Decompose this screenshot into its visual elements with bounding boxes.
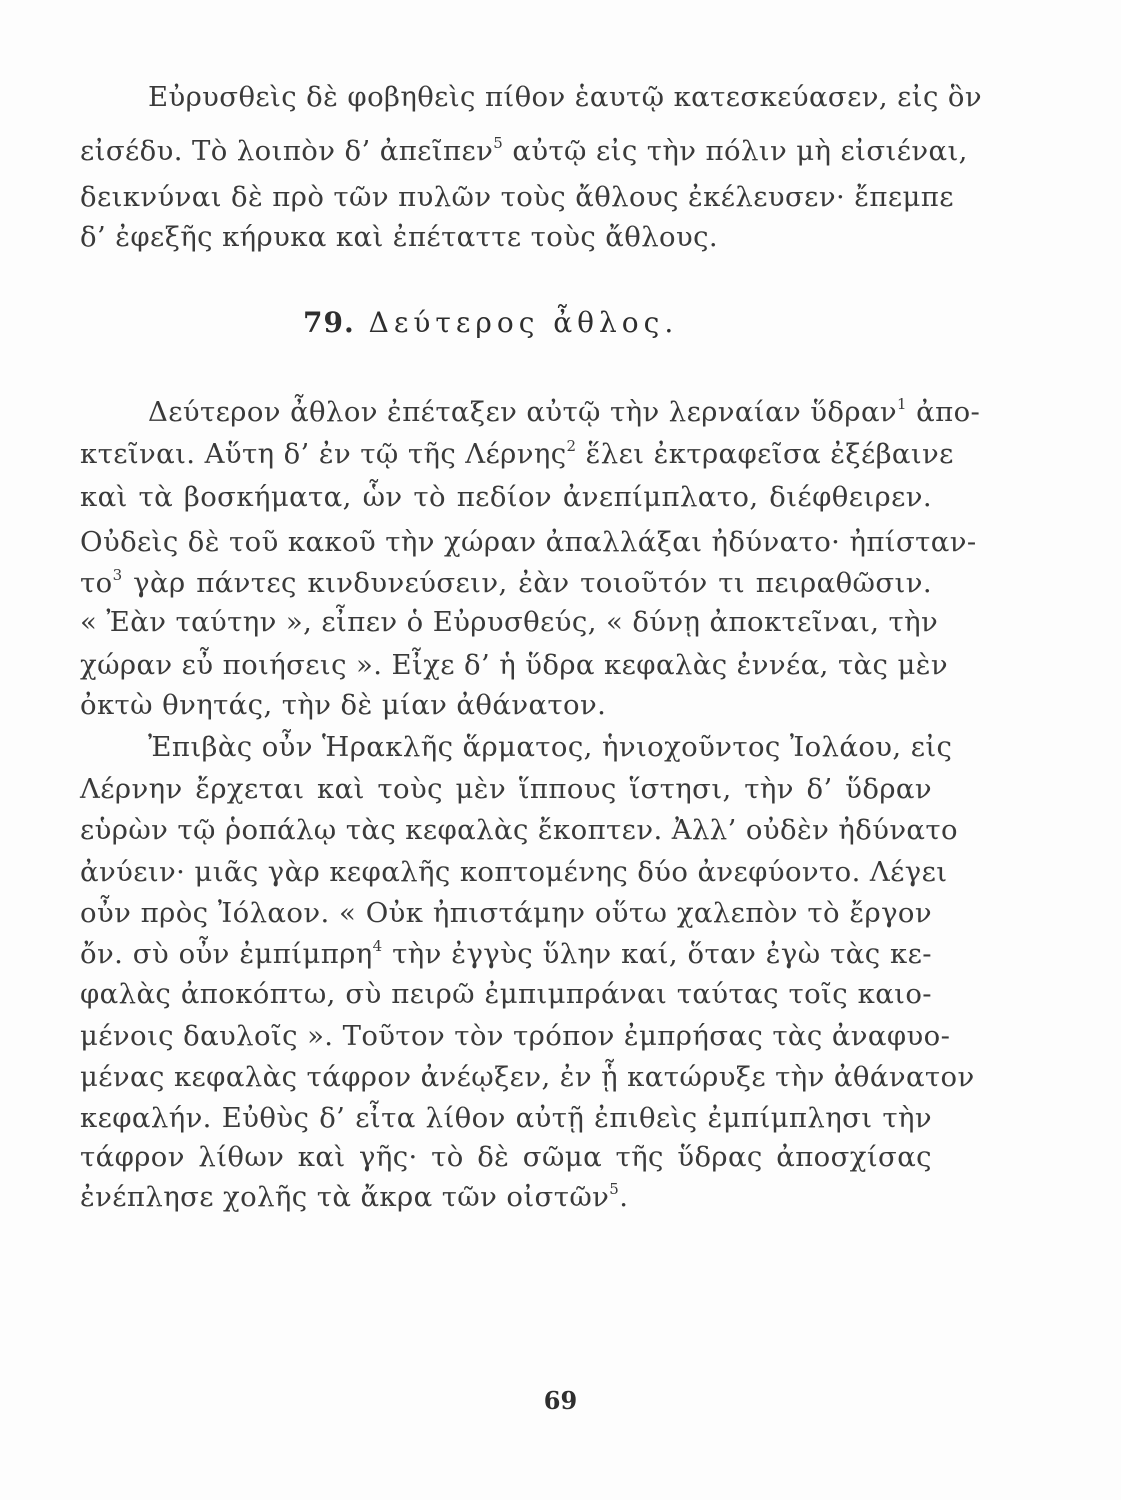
text-line: εὑρὼν τῷ ῥοπάλῳ τὰς κεφαλὰς ἔκοπτεν. Ἀλλ’ οὐδὲν ἠδύνατο: [80, 814, 958, 846]
text-line: ἐνέπλησε χολῆς τὰ ἄκρα τῶν οἰστῶν$^5$.: [80, 1180, 629, 1213]
text-line: οὖν πρὸς Ἰόλαον. « Οὐκ ἠπιστάμην οὕτω χαλεπὸν τὸ ἔργον: [80, 897, 932, 929]
text-line: ὄν. σὺ οὖν ἐμπίμπρη$^4$ τὴν ἐγγὺς ὕλην καί, ὅταν ἐγὼ τὰς κε-: [80, 937, 932, 970]
text-line: χώραν εὖ ποιήσεις ». Εἶχε δ’ ἡ ὕδρα κεφαλὰς ἐννέα, τὰς μὲν: [80, 649, 949, 681]
text-line: Εὐρυσθεὶς δὲ φοβηθεὶς πίθον ἑαυτῷ κατεσκεύασεν, εἰς ὃν: [148, 81, 982, 113]
footnote-ref: 3: [112, 566, 123, 584]
section-title: Δεύτερος ἆθλος.: [368, 306, 679, 339]
text-line: Οὐδεὶς δὲ τοῦ κακοῦ τὴν χώραν ἀπαλλάξαι ἠδύνατο· ἠπίσταν-: [80, 526, 977, 558]
text-line: ὀκτὼ θνητάς, τὴν δὲ μίαν ἀθάνατον.: [80, 689, 607, 721]
text-line: Λέρνην ἔρχεται καὶ τοὺς μὲν ἵππους ἵστησι, τὴν δ’ ὕδραν: [80, 773, 932, 805]
text-line: δ’ ἐφεξῆς κήρυκα καὶ ἐπέταττε τοὺς ἄθλους.: [80, 221, 719, 253]
footnote-ref: 5: [609, 1180, 620, 1198]
text-line: τάφρον λίθων καὶ γῆς· τὸ δὲ σῶμα τῆς ὕδρας ἀποσχίσας: [80, 1141, 932, 1173]
text-line: ἀνύειν· μιᾶς γὰρ κεφαλῆς κοπτομένης δύο ἀνεφύοντο. Λέγει: [80, 856, 948, 888]
text-line: μένας κεφαλὰς τάφρον ἀνέῳξεν, ἐν ᾗ κατώρυξε τὴν ἀθάνατον: [80, 1061, 975, 1093]
page-number: 69: [543, 1386, 578, 1415]
text-line: φαλὰς ἀποκόπτω, σὺ πειρῶ ἐμπιμπράναι ταύτας τοῖς καιο-: [80, 978, 932, 1010]
text-line: δεικνύναι δὲ πρὸ τῶν πυλῶν τοὺς ἄθλους ἐκέλευσεν· ἔπεμπε: [80, 181, 954, 213]
footnote-ref: 5: [493, 134, 504, 152]
text-line: κτεῖναι. Αὕτη δ’ ἐν τῷ τῆς Λέρνης$^2$ ἕλει ἐκτραφεῖσα ἐξέβαινε: [80, 437, 954, 470]
section-number: 79.: [303, 306, 355, 339]
text-line: « Ἐὰν ταύτην », εἶπεν ὁ Εὐρυσθεύς, « δύνῃ ἀποκτεῖναι, τὴν: [80, 606, 939, 638]
text-line: Δεύτερον ἆθλον ἐπέταξεν αὐτῷ τὴν λερναίαν ὕδραν$^1$ ἀπο-: [148, 395, 981, 428]
text-line: καὶ τὰ βοσκήματα, ὧν τὸ πεδίον ἀνεπίμπλατο, διέφθειρεν.: [80, 481, 932, 513]
footnote-ref: 2: [566, 437, 577, 455]
text-line: $\tau o^3$ γὰρ πάντες κινδυνεύσειν, ἐὰν τοιοῦτόν τι πειραθῶσιν.: [80, 566, 932, 599]
section-heading: [303, 303, 678, 343]
footnote-ref: 4: [372, 937, 383, 955]
text-line: εἰσέδυ. Τὸ λοιπὸν δ’ ἀπεῖπεν$^5$ αὐτῷ εἰς τὴν πόλιν μὴ εἰσιέναι,: [80, 134, 968, 167]
footnote-ref: 1: [897, 395, 907, 413]
text-line: Ἐπιβὰς οὖν Ἡρακλῆς ἅρματος, ἡνιοχοῦντος Ἰολάου, εἰς: [148, 731, 953, 763]
text-line: μένοις δαυλοῖς ». Τοῦτον τὸν τρόπον ἐμπρήσας τὰς ἀναφυο-: [80, 1020, 951, 1052]
text-line: κεφαλήν. Εὐθὺς δ’ εἶτα λίθον αὐτῇ ἐπιθεὶς ἐμπίμπλησι τὴν: [80, 1102, 932, 1134]
